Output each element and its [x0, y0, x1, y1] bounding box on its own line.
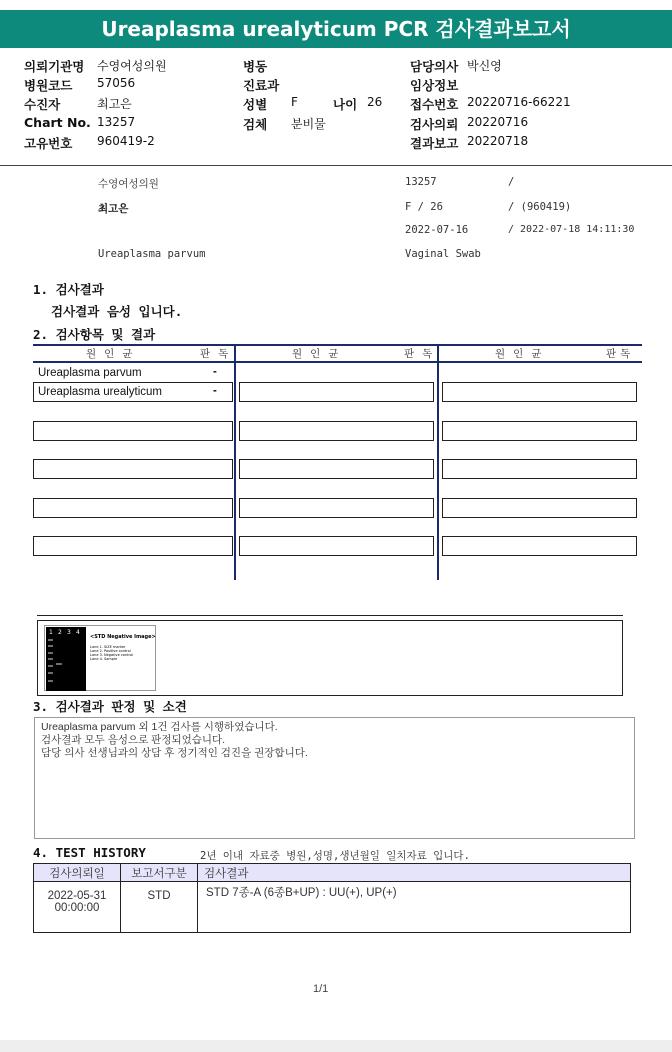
- request-date-label: 검사의뢰: [410, 117, 459, 132]
- empty-cell: [442, 536, 637, 556]
- gel-electrophoresis-image: [45, 626, 157, 692]
- section1-title: 1. 검사결과: [33, 282, 104, 297]
- col3-pathogen-head: 원인균: [495, 348, 550, 360]
- report-date-value: 20220718: [467, 134, 529, 148]
- unique-no-label: 고유번호: [24, 136, 73, 151]
- results-col-divider-2: [437, 344, 439, 580]
- empty-cell: [239, 459, 434, 479]
- pb-id: / (960419): [508, 201, 572, 213]
- gel-panel: [37, 620, 623, 696]
- gel-image: [44, 625, 156, 691]
- chart-no-value: 13257: [97, 115, 136, 129]
- col2-pathogen-head: 원인균: [292, 348, 347, 360]
- pb-clinic: 수영여성의원: [98, 178, 159, 190]
- history-type: STD: [121, 882, 198, 933]
- gel-divider: [37, 615, 623, 616]
- sex-label: 성별: [243, 97, 268, 112]
- lane-label: 2: [58, 629, 62, 636]
- history-date-cell: [34, 882, 121, 933]
- empty-cell: [442, 421, 637, 441]
- doctor-label: 담당의사: [410, 59, 459, 74]
- lane-label: 1: [49, 629, 53, 636]
- empty-cell: [442, 498, 637, 518]
- empty-cell: [33, 421, 233, 441]
- section4-title: 4. TEST HISTORY: [33, 845, 146, 860]
- result-row-1-name: Ureaplasma parvum: [38, 367, 142, 379]
- empty-cell: [33, 498, 233, 518]
- result-row-1-value: -: [213, 366, 217, 378]
- report-title: Ureaplasma urealyticum PCR 검사결과보고서: [0, 10, 672, 48]
- pb-reported: / 2022-07-18 14:11:30: [508, 224, 635, 235]
- empty-cell: [33, 536, 233, 556]
- history-head-result: 검사결과: [198, 864, 631, 882]
- specimen-value: 분비물: [291, 117, 326, 131]
- sex-value: F: [291, 95, 298, 109]
- pb-test: Ureaplasma parvum: [98, 248, 206, 260]
- patient-value: 최고은: [97, 97, 132, 111]
- empty-cell: [239, 498, 434, 518]
- gel-legend-2: Lane 2. Positive control: [90, 649, 131, 653]
- section2-title: 2. 검사항목 및 결과: [33, 327, 156, 342]
- page-number: 1/1: [313, 983, 329, 995]
- history-result: STD 7종-A (6종B+UP) : UU(+), UP(+): [198, 882, 631, 933]
- pb-name: 최고은: [98, 203, 129, 215]
- remarks-box: [34, 717, 635, 839]
- history-time: 00:00:00: [54, 902, 100, 914]
- empty-cell: [442, 459, 637, 479]
- empty-cell: [239, 536, 434, 556]
- hospital-code-value: 57056: [97, 76, 136, 90]
- receipt-no-label: 접수번호: [410, 97, 459, 112]
- remark-line-3: 담당 의사 선생님과의 상담 후 정기적인 검진을 권장합니다.: [41, 747, 308, 759]
- gel-title: <STD Negative Image>: [90, 634, 156, 640]
- hospital-code-label: 병원코드: [24, 78, 73, 93]
- empty-cell: [33, 459, 233, 479]
- hospital-name-value: 수영여성의원: [97, 59, 167, 73]
- pb-received: 2022-07-16: [405, 224, 469, 236]
- col1-judge-head: 판독: [200, 348, 237, 360]
- result-row-2-name: Ureaplasma urealyticum: [38, 386, 162, 398]
- result-row-2-value: -: [213, 385, 217, 397]
- history-note: 2년 이내 자료중 병원,성명,생년월일 일치자료 입니다.: [200, 850, 470, 862]
- pb-slash: /: [508, 176, 515, 188]
- gel-legend-3: Lane 3. Negative control: [90, 653, 133, 657]
- remark-line-2: 검사결과 모두 음성으로 판정되었습니다.: [41, 734, 226, 746]
- lane-label: 4: [76, 629, 80, 636]
- patient-label: 수진자: [24, 97, 61, 112]
- history-head-type: 보고서구분: [121, 864, 198, 882]
- gel-legend-1: Lane 1. SIZE marker: [90, 645, 126, 649]
- report-date-label: 결과보고: [410, 136, 459, 151]
- specimen-label: 검체: [243, 117, 268, 132]
- footer-band: [0, 1040, 672, 1052]
- pb-chart: 13257: [405, 176, 437, 188]
- history-table: [33, 863, 631, 933]
- doctor-value: 박신영: [467, 59, 502, 73]
- col3-judge-head: 판독: [606, 348, 635, 360]
- age-label: 나이: [333, 97, 358, 112]
- header-divider: [0, 165, 672, 166]
- receipt-no-value: 20220716-66221: [467, 95, 571, 109]
- ward-label: 병동: [243, 59, 268, 74]
- lane-label: 3: [67, 629, 71, 636]
- section1-result: 검사결과 음성 입니다.: [51, 304, 183, 319]
- section3-title: 3. 검사결과 판정 및 소견: [33, 699, 187, 714]
- result-row-2-cell-3: [442, 382, 637, 402]
- empty-cell: [239, 421, 434, 441]
- pb-specimen: Vaginal Swab: [405, 248, 481, 260]
- request-date-value: 20220716: [467, 115, 529, 129]
- department-label: 진료과: [243, 78, 280, 93]
- col1-pathogen-head: 원인균: [86, 348, 141, 360]
- history-head-date: 검사의뢰일: [34, 864, 121, 882]
- chart-no-label: Chart No.: [24, 115, 91, 130]
- pb-sex-age: F / 26: [405, 201, 443, 213]
- clinical-info-label: 임상정보: [410, 78, 459, 93]
- table-row: [34, 882, 631, 933]
- gel-legend-4: Lane 4. Sample: [90, 657, 118, 661]
- results-col-divider-1: [234, 344, 236, 580]
- hospital-name-label: 의뢰기관명: [24, 59, 85, 74]
- age-value: 26: [367, 95, 383, 109]
- col2-judge-head: 판독: [404, 348, 441, 360]
- result-row-2-cell-2: [239, 382, 434, 402]
- history-date: 2022-05-31: [47, 890, 107, 902]
- remark-line-1: Ureaplasma parvum 외 1건 검사를 시행하였습니다.: [41, 721, 278, 733]
- unique-no-value: 960419-2: [97, 134, 155, 148]
